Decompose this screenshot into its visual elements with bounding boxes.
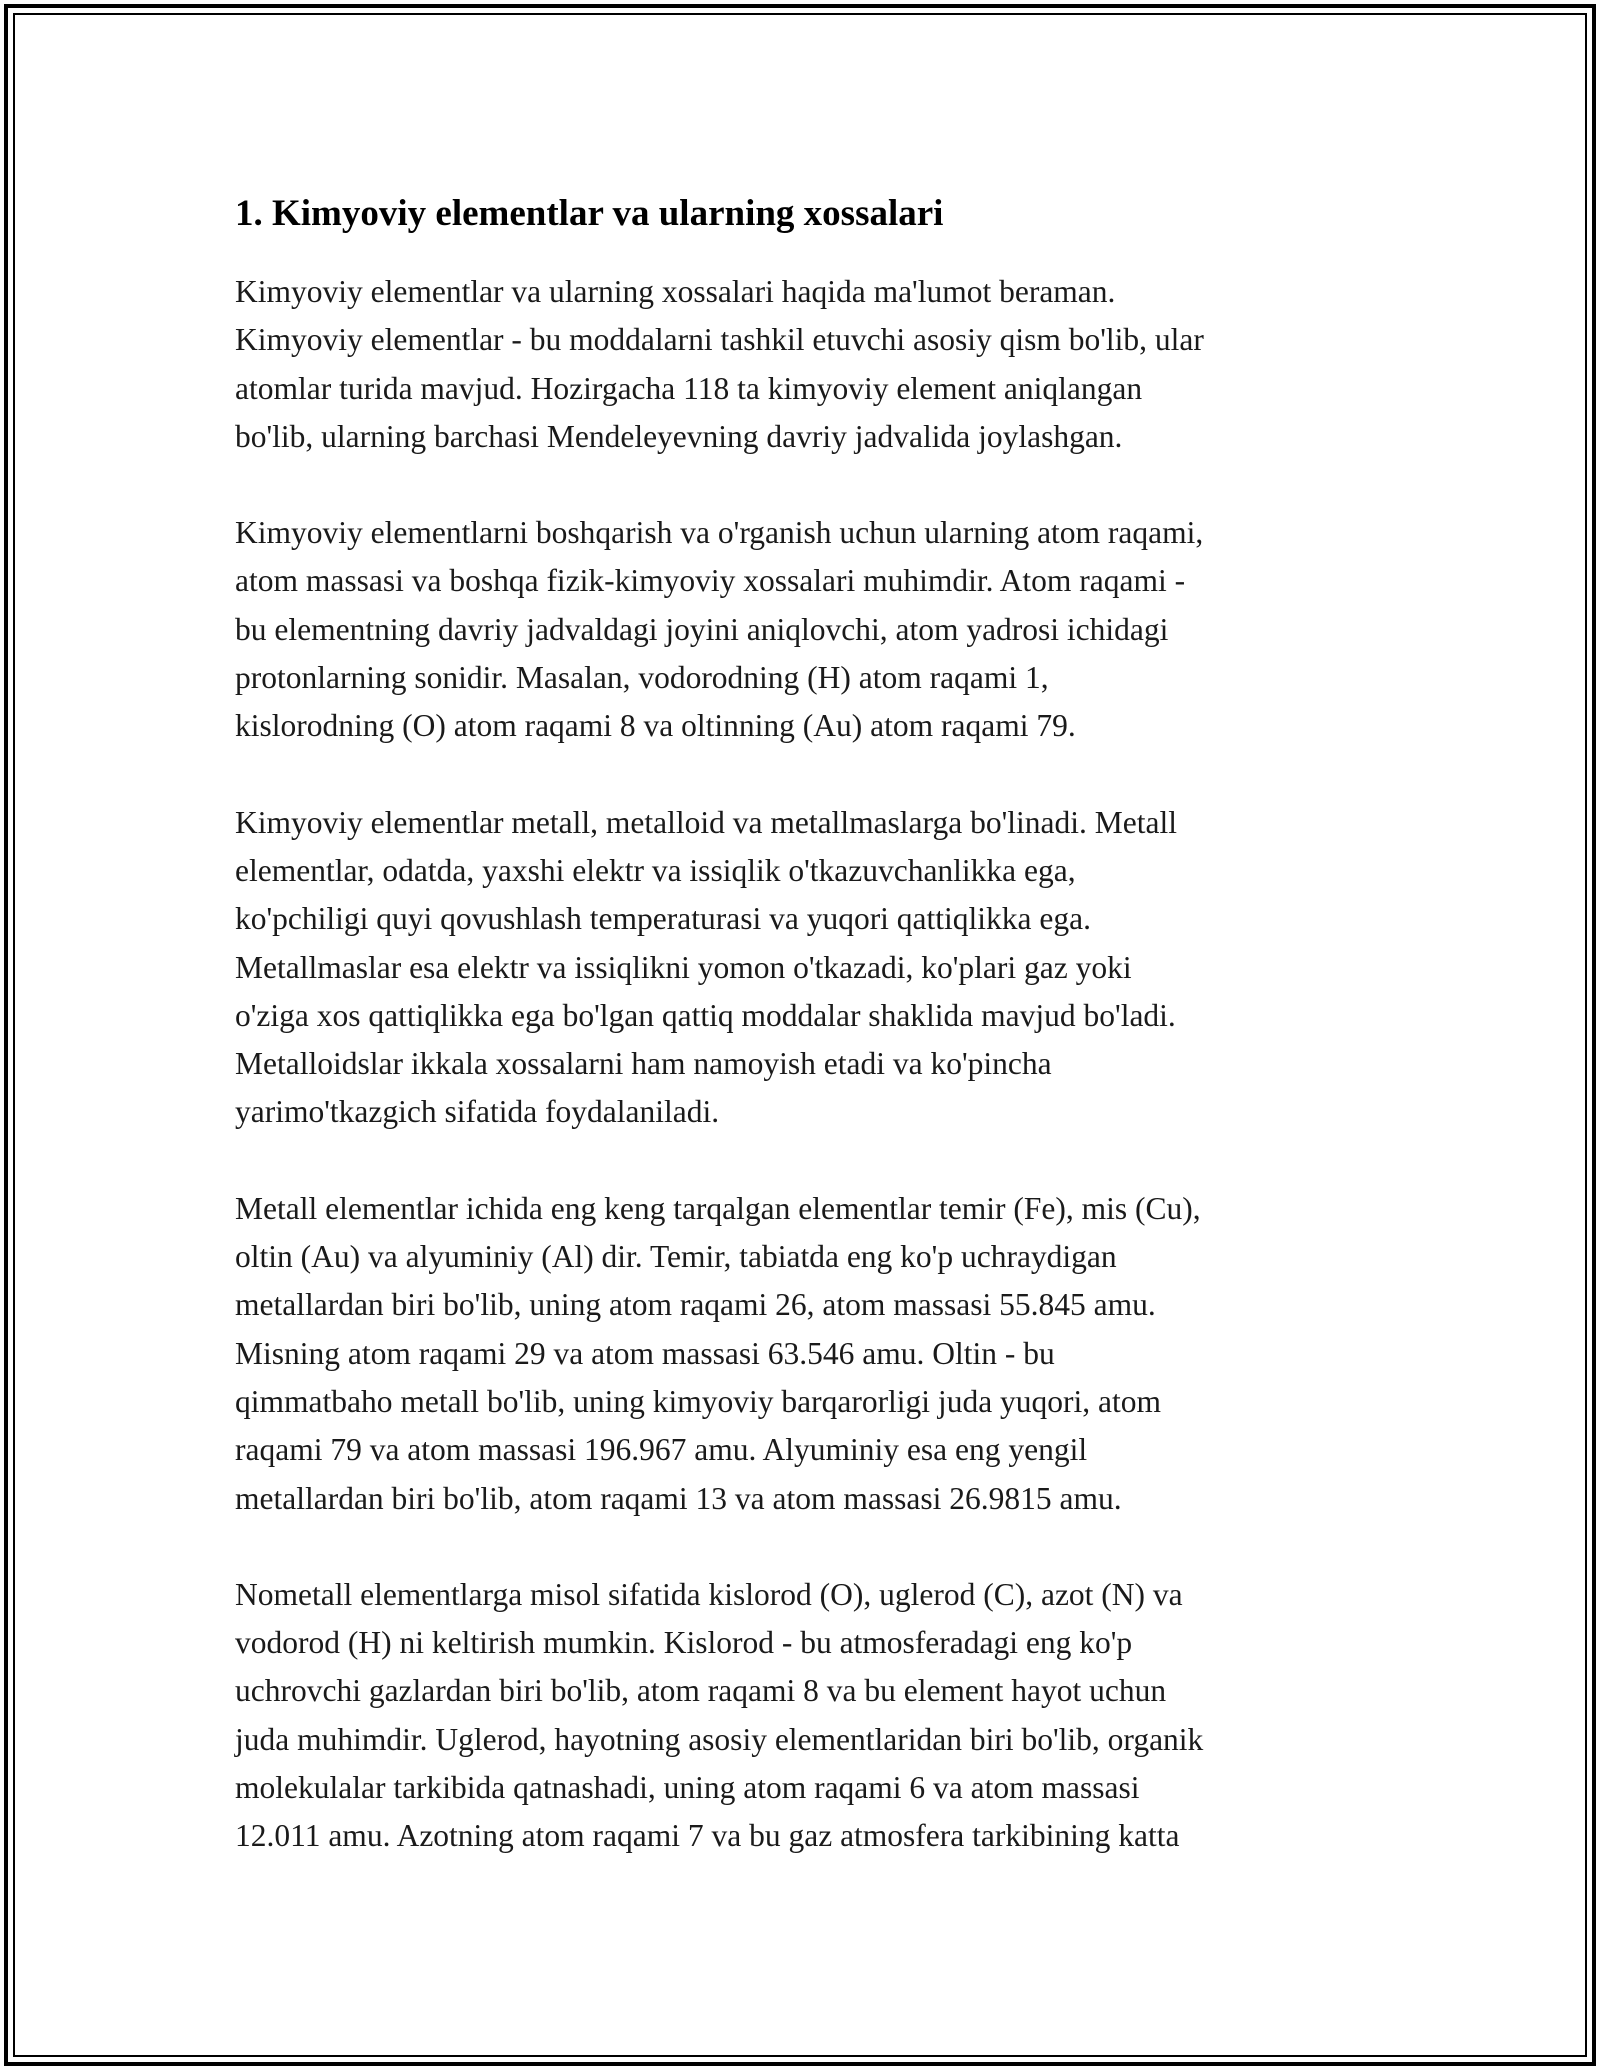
paragraph-intro: Kimyoviy elementlar va ularning xossalari haqida ma'lumot beraman. Kimyoviy elementlar - bu moddalarni tashkil etuvchi asosiy qism bo'lib, ular atomlar turida mavjud. Hozirgacha 118 ta kimyoviy element aniqlangan bo'lib, ularning barchasi Mendeleyevning davriy jadvalida joylashgan. [235, 274, 1204, 454]
paragraph-element-classes: Kimyoviy elementlar metall, metalloid va metallmaslarga bo'linadi. Metall elementlar, odatda, yaxshi elektr va issiqlik o'tkazuvchanlikka ega, ko'pchiligi quyi qovushlash temperaturasi va yuqori qattiqlikka ega. Metallmaslar esa elektr va issiqlikni yomon o'tkazadi, ko'plari gaz yoki o'ziga xos qattiqlikka ega bo'lgan qattiq moddalar shaklida mavjud bo'ladi. Metalloidslar ikkala xossalarni ham namoyish etadi va ko'pincha yarimo'tkazgich sifatida foydalaniladi. [235, 804, 1177, 1130]
paragraph-nonmetals: Nometall elementlarga misol sifatida kislorod (O), uglerod (C), azot (N) va vodorod (H) ni keltirish mumkin. Kislorod - bu atmosferadagi eng ko'p uchrovchi gazlardan biri bo'lib, atom raqami 8 va bu element hayot uchun juda muhimdir. Uglerod, hayotning asosiy elementlaridan biri bo'lib, organik molekulalar tarkibida qatnashadi, uning atom raqami 6 va atom massasi 12.011 amu. Azotning atom raqami 7 va bu gaz atmosfera tarkibining katta [235, 1576, 1204, 1854]
paragraph-atomic-number: Kimyoviy elementlarni boshqarish va o'rganish uchun ularning atom raqami, atom massasi va boshqa fizik-kimyoviy xossalari muhimdir. Atom raqami - bu elementning davriy jadvaldagi joyini aniqlovchi, atom yadrosi ichidagi protonlarning sonidir. Masalan, vodorodning (H) atom raqami 1, kislorodning (O) atom raqami 8 va oltinning (Au) atom raqami 79. [235, 515, 1204, 744]
document-body [235, 188, 1375, 1909]
paragraph-metals: Metall elementlar ichida eng keng tarqalgan elementlar temir (Fe), mis (Cu), oltin (Au) va alyuminiy (Al) dir. Temir, tabiatda eng ko'p uchraydigan metallardan biri bo'lib, uning atom raqami 26, atom massasi 55.845 amu. Misning atom raqami 29 va atom massasi 63.546 amu. Oltin - bu qimmatbaho metall bo'lib, uning kimyoviy barqarorligi juda yuqori, atom raqami 79 va atom massasi 196.967 amu. Alyuminiy esa eng yengil metallardan biri bo'lib, atom raqami 13 va atom massasi 26.9815 amu. [235, 1190, 1201, 1516]
section-heading: 1. Kimyoviy elementlar va ularning xossalari [235, 193, 944, 234]
